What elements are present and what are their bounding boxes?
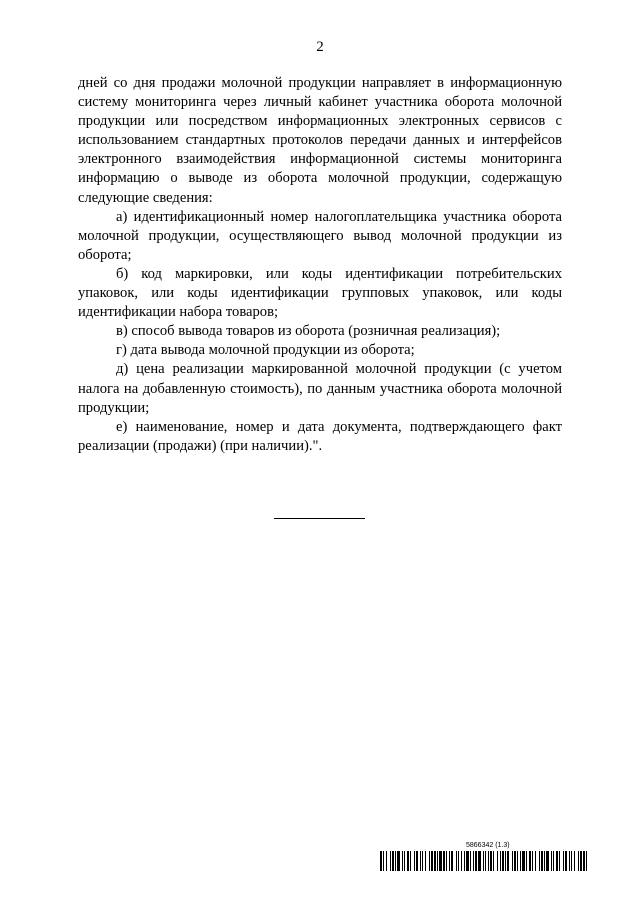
barcode-label: 5866342 (1.3) [466, 842, 510, 849]
barcode-image [380, 851, 588, 871]
paragraph-item-d: д) цена реализации маркированной молочной продукции (с учетом налога на добавленную стоимость), по данным участника оборота молочной продукции; [78, 361, 562, 416]
paragraph-continuation: дней со дня продажи молочной продукции направляет в информационную систему мониторинга через личный кабинет участника оборота молочной продукции или посредством информационных электронных сервисов с использованием стандартных протоколов передачи данных и интерфейсов электронного взаимодействия информационной системы мониторинга информацию о выводе из оборота молочной продукции, содержащую следующие сведения: [78, 75, 562, 206]
paragraph-item-b: б) код маркировки, или коды идентификации потребительских упаковок, или коды идентификации групповых упаковок, или коды идентификации набора товаров; [78, 265, 562, 321]
paragraph-item-a: а) идентификационный номер налогоплательщика участника оборота молочной продукции, осуществляющего вывод молочной продукции из оборота; [78, 208, 562, 263]
barcode-bar [587, 851, 588, 871]
paragraph-item-e: е) наименование, номер и дата документа, подтверждающего факт реализации (продажи) (при наличии).". [78, 418, 562, 454]
page-number: 2 [316, 39, 324, 55]
paragraph-item-v: в) способ вывода товаров из оборота (розничная реализация); [116, 323, 501, 340]
document-body [78, 74, 562, 456]
paragraph-item-g: г) дата вывода молочной продукции из оборота; [116, 342, 415, 359]
end-separator-line [274, 518, 365, 519]
